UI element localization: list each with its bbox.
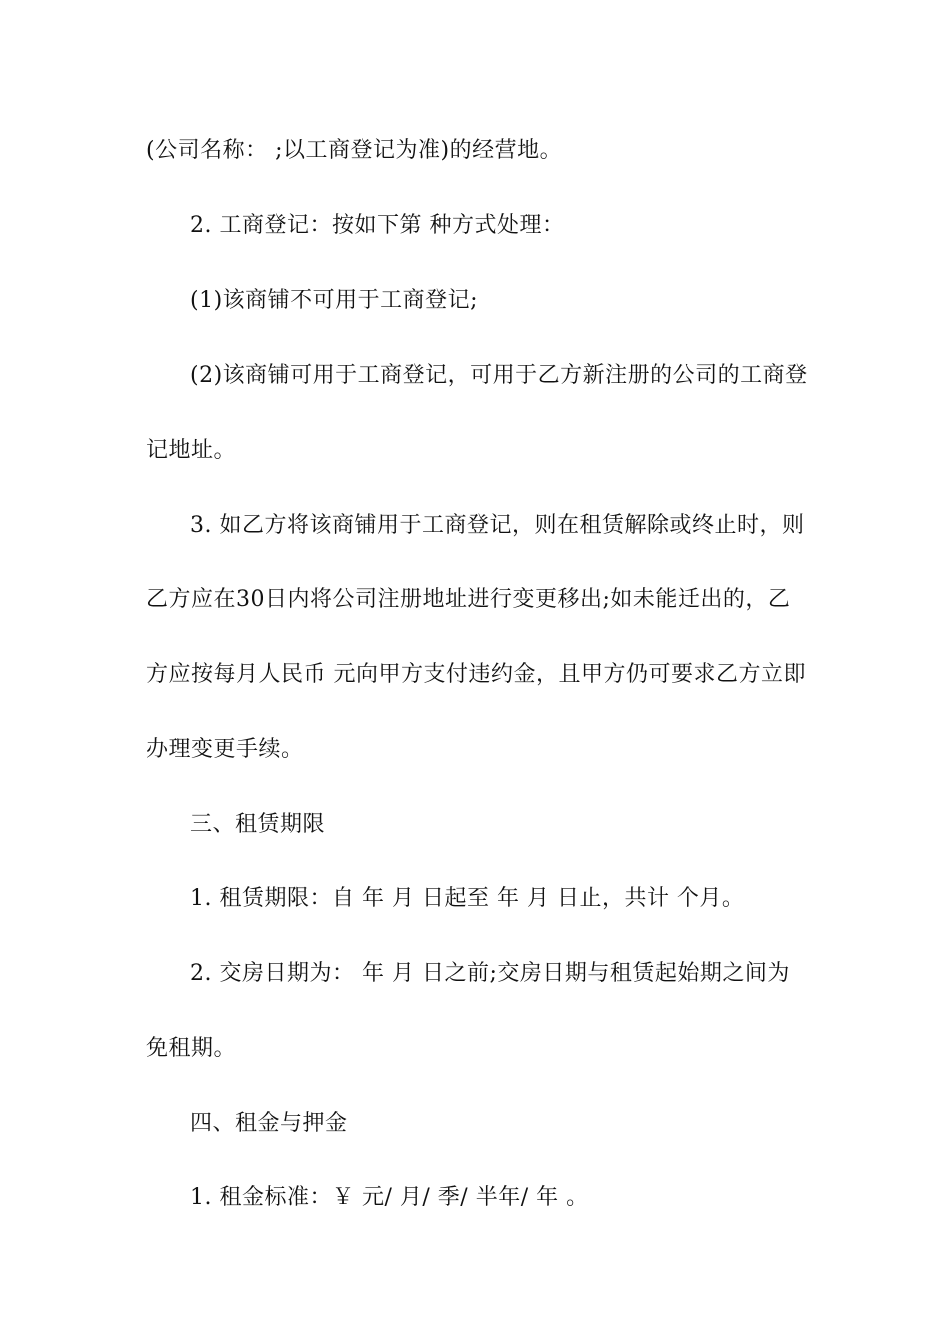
text-line: 3. 如乙方将该商铺用于工商登记，则在租赁解除或终止时，则 <box>190 513 805 538</box>
text-line: 办理变更手续。 <box>146 737 304 762</box>
text-line: 记地址。 <box>146 438 237 463</box>
text-line: 1. 租金标准：￥ 元/ 月/ 季/ 半年/ 年 。 <box>190 1185 589 1210</box>
section-heading: 四、租金与押金 <box>190 1111 348 1136</box>
text-line: 2. 工商登记：按如下第 种方式处理： <box>190 213 565 238</box>
text-line: 方应按每月人民币 元向甲方支付违约金，且甲方仍可要求乙方立即 <box>146 662 806 687</box>
text-line: (1)该商铺不可用于工商登记; <box>190 288 479 313</box>
text-line: (2)该商铺可用于工商登记，可用于乙方新注册的公司的工商登 <box>190 363 808 388</box>
text-line: 乙方应在30日内将公司注册地址进行变更移出;如未能迁出的，乙 <box>146 587 791 612</box>
text-line: (公司名称： ;以工商登记为准)的经营地。 <box>146 138 563 163</box>
text-line: 2. 交房日期为： 年 月 日之前;交房日期与租赁起始期之间为 <box>190 961 790 986</box>
section-heading: 三、租赁期限 <box>190 812 326 837</box>
text-line: 免租期。 <box>146 1036 237 1061</box>
text-line: 1. 租赁期限：自 年 月 日起至 年 月 日止，共计 个月。 <box>190 886 745 911</box>
